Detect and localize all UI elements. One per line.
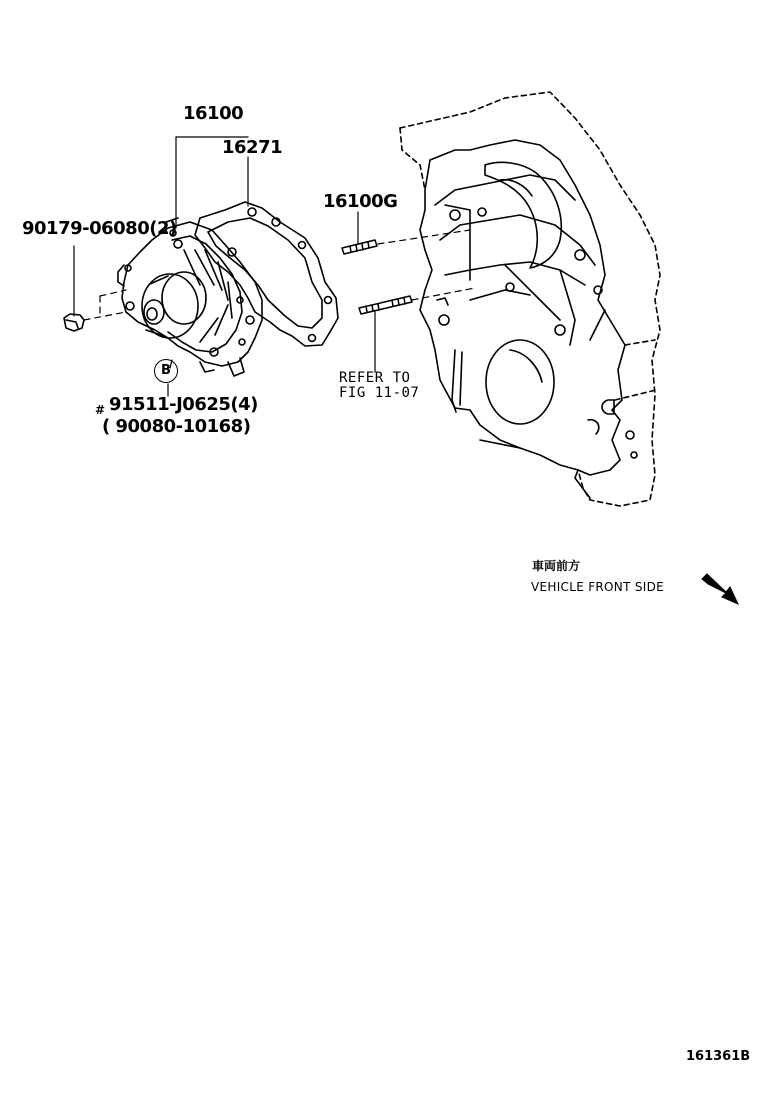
callout-16100g: 16100G <box>323 191 398 212</box>
reference-circle-b: B <box>154 359 178 383</box>
vehicle-front-side-label: VEHICLE FRONT SIDE <box>531 580 664 594</box>
callout-91511-j0625: 91511-J0625(4) <box>109 394 258 415</box>
callout-16100: 16100 <box>183 103 244 124</box>
callout-16271: 16271 <box>222 137 283 158</box>
hash-marker: # <box>95 403 106 417</box>
refer-to-line2: FIG 11-07 <box>339 385 420 401</box>
figure-id: 161361B <box>686 1049 751 1064</box>
vehicle-front-japanese: 車両前方 <box>532 559 581 573</box>
refer-to-line1: REFER TO <box>339 370 411 386</box>
callout-90179-06080: 90179-06080(2) <box>22 218 177 239</box>
callout-90080-10168: ( 90080-10168) <box>102 416 251 437</box>
